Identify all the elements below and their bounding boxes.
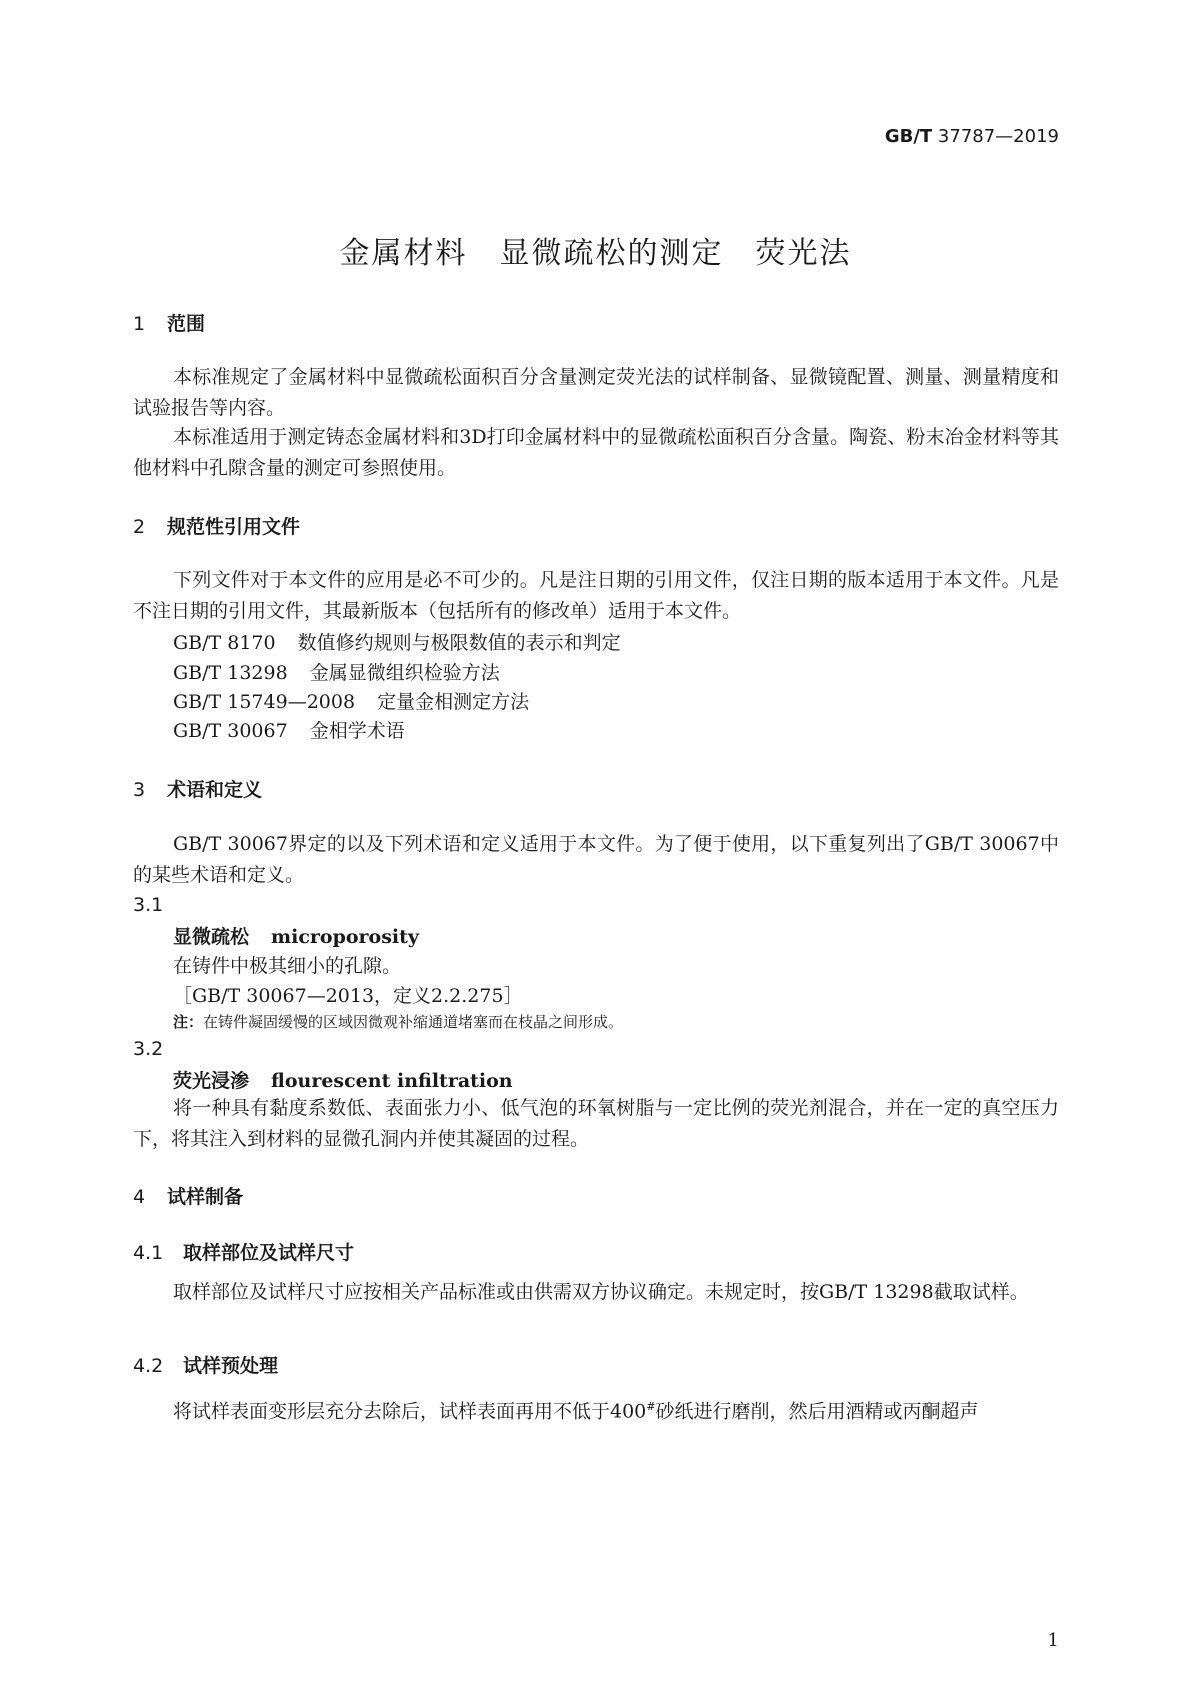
section-number: 3 <box>133 779 146 801</box>
reference-title: 金相学术语 <box>309 720 405 742</box>
reference-code: GB/T 30067 <box>173 720 288 742</box>
term-note <box>173 1011 623 1032</box>
subsection-4-1-heading <box>133 1238 354 1265</box>
standard-number <box>885 126 1059 147</box>
section-2-paragraph-1: 下列文件对于本文件的应用是必不可少的。凡是注日期的引用文件，仅注日期的版本适用于本文件。凡是不注日期的引用文件，其最新版本（包括所有的修改单）适用于本文件。 <box>133 569 1059 622</box>
subsection-4-2-heading <box>133 1351 278 1378</box>
normative-reference <box>173 658 500 685</box>
term-en: microporosity <box>271 926 419 948</box>
page-number: 1 <box>1047 1630 1059 1651</box>
subsection-title: 取样部位及试样尺寸 <box>183 1242 355 1264</box>
note-label: 注： <box>173 1013 204 1031</box>
reference-code: GB/T 15749—2008 <box>173 691 356 713</box>
normative-reference <box>173 716 405 743</box>
term-zh: 显微疏松 <box>173 926 250 948</box>
reference-code: GB/T 13298 <box>173 662 288 684</box>
term-number: 3.2 <box>133 1038 164 1060</box>
normative-reference <box>173 687 529 714</box>
paragraph-text-start: 将试样表面变形层充分去除后，试样表面再用不低于400 <box>173 1400 647 1423</box>
standard-code: 37787—2019 <box>937 126 1059 147</box>
section-1-paragraph-1: 本标准规定了金属材料中显微疏松面积百分含量测定荧光法的试样制备、显微镜配置、测量、测量精度和试验报告等内容。 <box>133 366 1059 419</box>
section-3-paragraph-1: GB/T 30067界定的以及下列术语和定义适用于本文件。为了便于使用，以下重复列出了GB/T 30067中的某些术语和定义。 <box>133 833 1059 886</box>
note-text: 在铸件凝固缓慢的区域因微观补缩通道堵塞而在枝晶之间形成。 <box>203 1013 624 1031</box>
standard-prefix: GB/T <box>884 126 933 147</box>
reference-code: GB/T 8170 <box>173 632 276 654</box>
section-1-paragraph-2: 本标准适用于测定铸态金属材料和3D打印金属材料中的显微疏松面积百分含量。陶瓷、粉末冶金材料等其他材料中孔隙含量的测定可参照使用。 <box>133 426 1059 479</box>
subsection-title: 试样预处理 <box>183 1355 279 1377</box>
section-number: 4 <box>133 1186 146 1208</box>
term-source: ［GB/T 30067—2013，定义2.2.275］ <box>173 985 523 1007</box>
section-3-heading <box>133 775 262 802</box>
reference-title: 金属显微组织检验方法 <box>309 662 500 684</box>
term-definition: 将一种具有黏度系数低、表面张力小、低气泡的环氧树脂与一定比例的荧光剂混合，并在一定的真空压力下，将其注入到材料的显微孔洞内并使其凝固的过程。 <box>133 1097 1059 1150</box>
subsection-number: 4.2 <box>133 1355 164 1377</box>
section-2-heading <box>133 512 300 539</box>
section-1-heading <box>133 309 205 336</box>
section-number: 2 <box>133 516 146 538</box>
document-title: 金属材料 显微疏松的测定 荧光法 <box>339 236 852 271</box>
subsection-4-2-paragraph <box>133 1391 1059 1427</box>
grit-mark: # <box>646 1400 656 1413</box>
normative-reference <box>173 628 621 655</box>
reference-title: 数值修约规则与极限数值的表示和判定 <box>297 632 621 654</box>
section-number: 1 <box>133 313 146 335</box>
subsection-4-1-paragraph: 取样部位及试样尺寸应按相关产品标准或由供需双方协议确定。未规定时，按GB/T 13298截取试样。 <box>173 1281 1029 1303</box>
term-zh: 荧光浸渗 <box>173 1070 250 1092</box>
term-name <box>173 1066 513 1093</box>
section-title: 试样制备 <box>167 1186 244 1208</box>
section-4-heading <box>133 1182 243 1209</box>
section-title: 规范性引用文件 <box>167 516 301 538</box>
reference-title: 定量金相测定方法 <box>377 691 530 713</box>
term-definition: 在铸件中极其细小的孔隙。 <box>173 955 402 977</box>
section-title: 范围 <box>167 313 206 335</box>
paragraph-text-end: 砂纸进行磨削，然后用酒精或丙酮超声 <box>655 1400 979 1423</box>
section-title: 术语和定义 <box>167 779 263 801</box>
term-name <box>173 922 419 949</box>
term-en: flourescent infiltration <box>271 1070 513 1092</box>
subsection-number: 4.1 <box>133 1242 164 1264</box>
term-number: 3.1 <box>133 894 164 916</box>
